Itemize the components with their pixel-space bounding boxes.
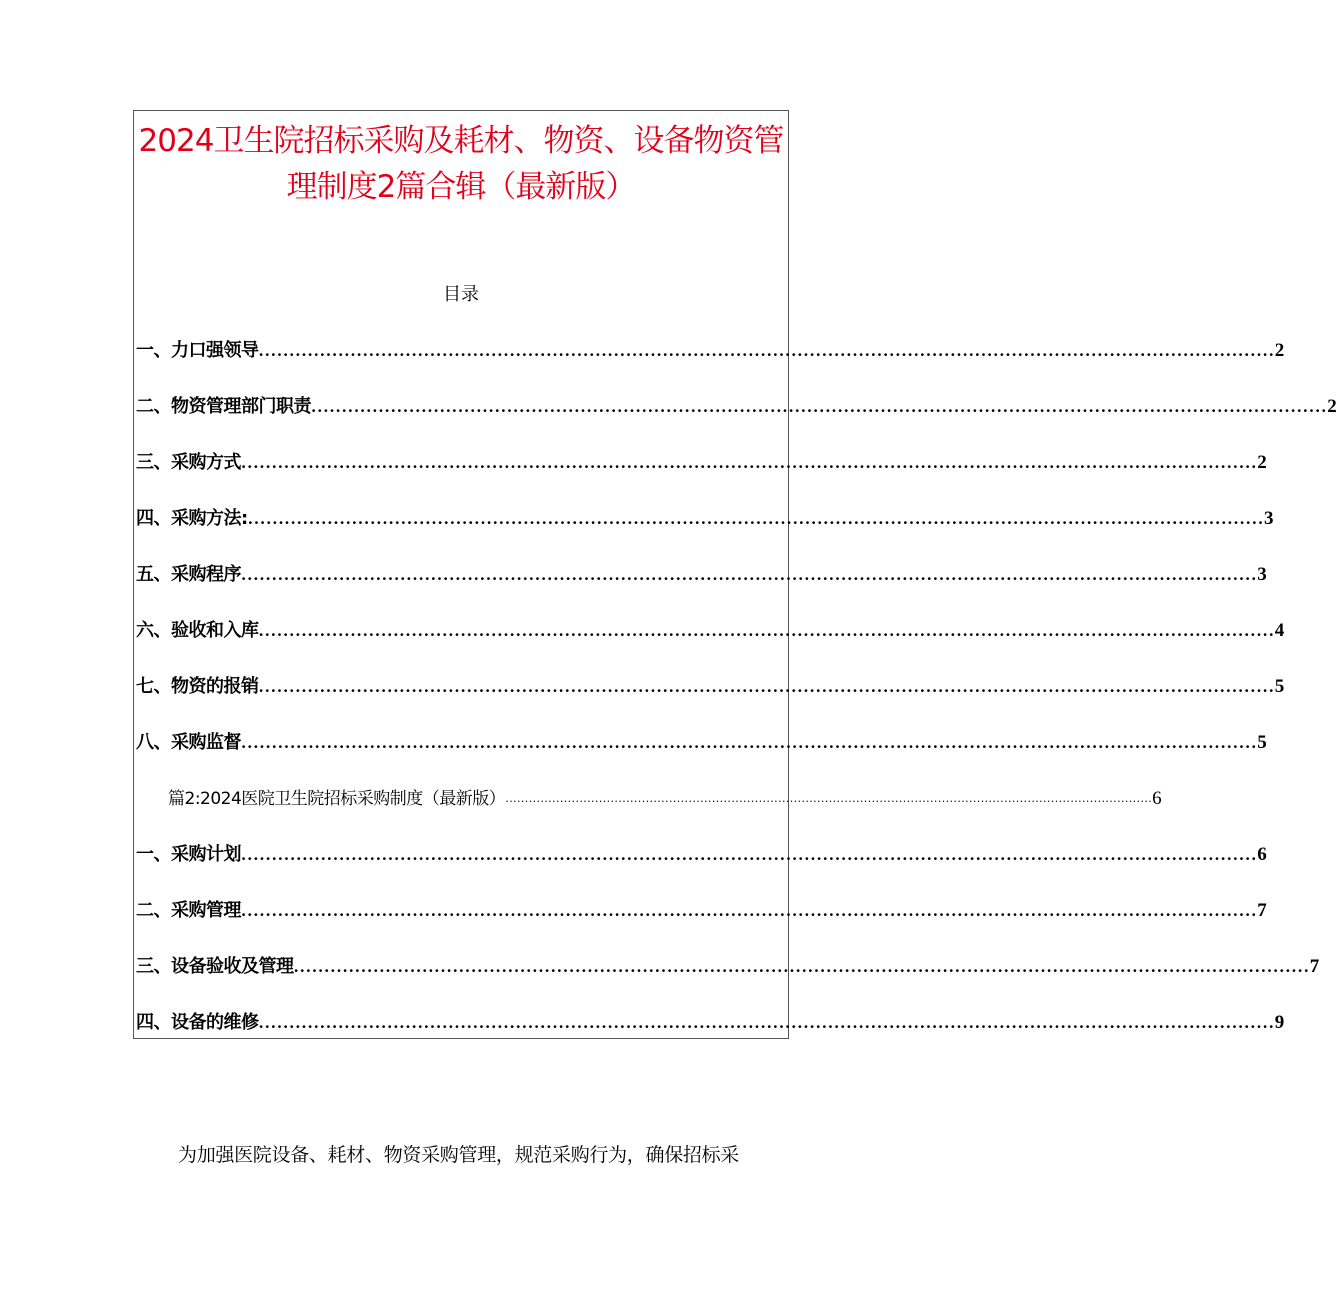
toc-entry-label: 七、物资的报销 (136, 676, 259, 697)
toc-entry-label: 一、力口强领导 (136, 340, 259, 361)
toc-entry-label: 八、采购监督 (136, 732, 241, 753)
dot-leader: ...................................................................................................................................................................... (241, 902, 1258, 920)
toc-entry-page: 9 (1274, 1012, 1285, 1033)
toc-entry-label: 二、采购管理 (136, 900, 241, 921)
dot-leader: ...................................................................................................................................................................... (258, 1014, 1275, 1032)
toc-entry-page: 6 (1152, 788, 1162, 809)
toc-entry-page: 4 (1274, 620, 1285, 641)
dot-leader: ...................................................................................................................................................................... (258, 622, 1275, 640)
toc-entry[interactable] (136, 955, 1320, 979)
toc-entry-label: 五、采购程序 (136, 564, 241, 585)
toc-entry[interactable] (136, 563, 1267, 587)
toc-entry-label: 篇2:2024医院卫生院招标采购制度（最新版） (168, 789, 506, 809)
toc-entry-label: 三、设备验收及管理 (136, 956, 294, 977)
dot-leader: ...................................................................................................................................................................... (241, 566, 1258, 584)
dot-leader: ...................................................................................................................................................................... (505, 792, 1153, 805)
toc-entry[interactable] (136, 451, 1267, 475)
toc-entry[interactable] (136, 619, 1285, 643)
toc-entry-label: 一、采购计划 (136, 844, 241, 865)
toc-entry[interactable] (136, 507, 1274, 531)
toc-entry-label: 三、采购方式 (136, 452, 241, 473)
toc-entry-page: 3 (1263, 508, 1274, 529)
toc-entry-page: 5 (1257, 732, 1267, 753)
toc-entry-page: 3 (1257, 564, 1267, 585)
toc-entry[interactable] (136, 395, 1337, 419)
toc-entry-page: 7 (1257, 900, 1267, 921)
toc-entry-label: 二、物资管理部门职责 (136, 396, 311, 417)
toc-entry-page: 2 (1257, 452, 1267, 473)
toc-entry[interactable] (136, 731, 1267, 755)
intro-paragraph: 为加强医院设备、耗材、物资采购管理，规范采购行为，确保招标采 (178, 1144, 740, 1166)
dot-leader: ...................................................................................................................................................................... (258, 678, 1275, 696)
toc-heading: 目录 (443, 284, 479, 305)
toc-entry-label: 六、验收和入库 (136, 620, 259, 641)
dot-leader: ...................................................................................................................................................................... (311, 398, 1328, 416)
toc-entry-page: 6 (1257, 844, 1267, 865)
toc-entry[interactable] (136, 843, 1267, 867)
toc-entry[interactable] (136, 1011, 1285, 1035)
document-title: 2024卫生院招标采购及耗材、物资、设备物资管理制度2篇合辑（最新版） (138, 123, 784, 205)
toc-entry-page: 7 (1309, 956, 1320, 977)
dot-leader: ...................................................................................................................................................................... (293, 958, 1310, 976)
toc-entry-label: 四、采购方法: (136, 508, 248, 529)
dot-leader: ...................................................................................................................................................................... (241, 846, 1258, 864)
toc-entry[interactable] (136, 339, 1285, 363)
dot-leader: ...................................................................................................................................................................... (247, 510, 1264, 528)
toc-entry-subdocument[interactable] (168, 787, 1162, 811)
dot-leader: ...................................................................................................................................................................... (241, 454, 1258, 472)
toc-entry[interactable] (136, 675, 1285, 699)
dot-leader: ...................................................................................................................................................................... (258, 342, 1275, 360)
dot-leader: ...................................................................................................................................................................... (241, 734, 1258, 752)
toc-entry-page: 2 (1327, 396, 1337, 417)
toc-entry[interactable] (136, 899, 1267, 923)
toc-entry-label: 四、设备的维修 (136, 1012, 259, 1033)
toc-entry-page: 2 (1274, 340, 1285, 361)
toc-entry-page: 5 (1274, 676, 1285, 697)
